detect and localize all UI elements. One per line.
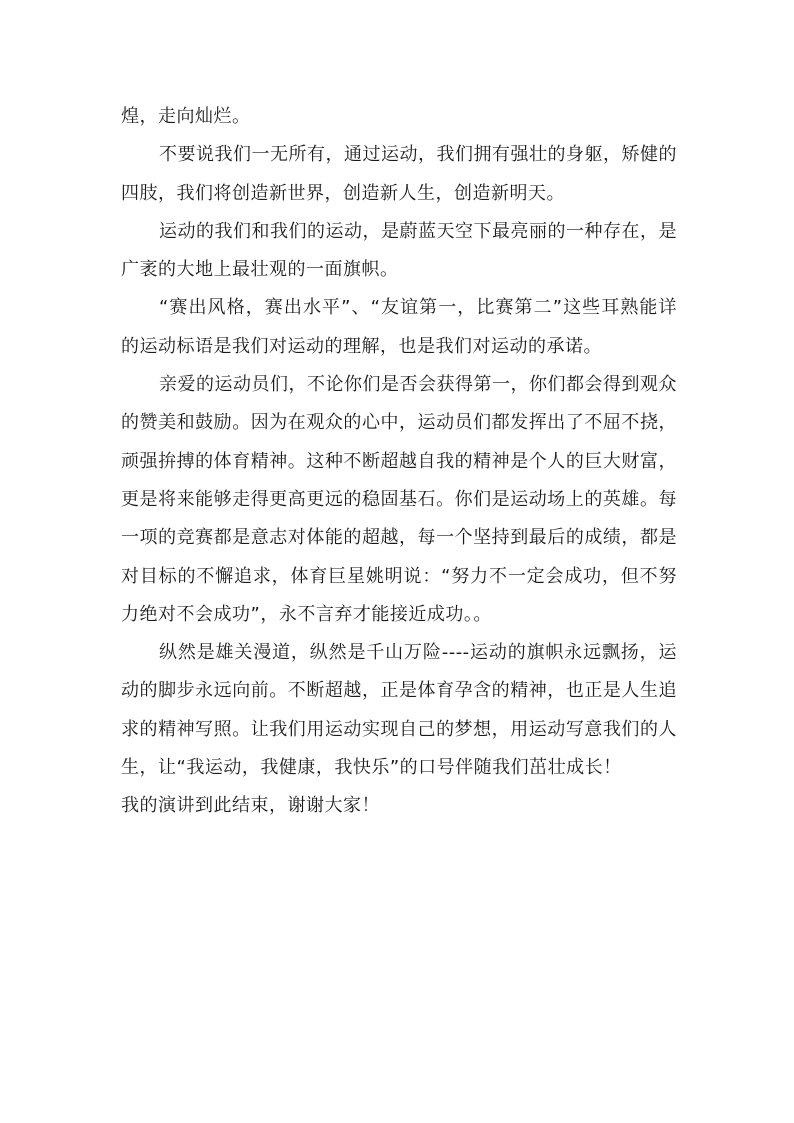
body-text bbox=[121, 98, 677, 826]
paragraph-body: “赛出风格，赛出水平”、“友谊第一，比赛第二”这些耳熟能详的运动标语是我们对运动的理解，也是我们对运动的承诺。 bbox=[121, 297, 677, 357]
paragraph-body: 运动的我们和我们的运动，是蔚蓝天空下最亮丽的一种存在，是广袤的大地上最壮观的一面旗帜。 bbox=[121, 220, 677, 281]
paragraph-closing-fragment: 煌，走向灿烂。 bbox=[121, 106, 251, 127]
paragraph-closing-line: 我的演讲到此结束，谢谢大家！ bbox=[121, 795, 380, 817]
paragraph-body: 亲爱的运动员们，不论你们是否会获得第一，你们都会得到观众的赞美和鼓励。因为在观众的心中，运动员们都发挥出了不屈不挠，顽强拚搏的体育精神。这种不断超越自我的精神是个人的巨大财富，更是将来能够走得更高更远的稳固基石。你们是运动场上的英雄。每一项的竞赛都是意志对体能的超越，每一个坚持到最后的成绩，都是对目标的不懈追求，体育巨星姚明说：“努力不一定会成功，但不努力绝对不会成功”，永不言弃才能接近成功。。 bbox=[121, 374, 677, 625]
paragraph-body: 纵然是雄关漫道，纵然是千山万险----运动的旗帜永远飘扬，运动的脚步永远向前。不断超越，正是体育孕含的精神，也正是人生追求的精神写照。让我们用运动实现自己的梦想，用运动写意我们的人生，让“我运动，我健康，我快乐”的口号伴随我们茁壮成长！ bbox=[121, 642, 677, 779]
paragraph-body: 不要说我们一无所有，通过运动，我们拥有强壮的身躯，矫健的四肢，我们将创造新世界，创造新人生，创造新明天。 bbox=[121, 144, 677, 204]
